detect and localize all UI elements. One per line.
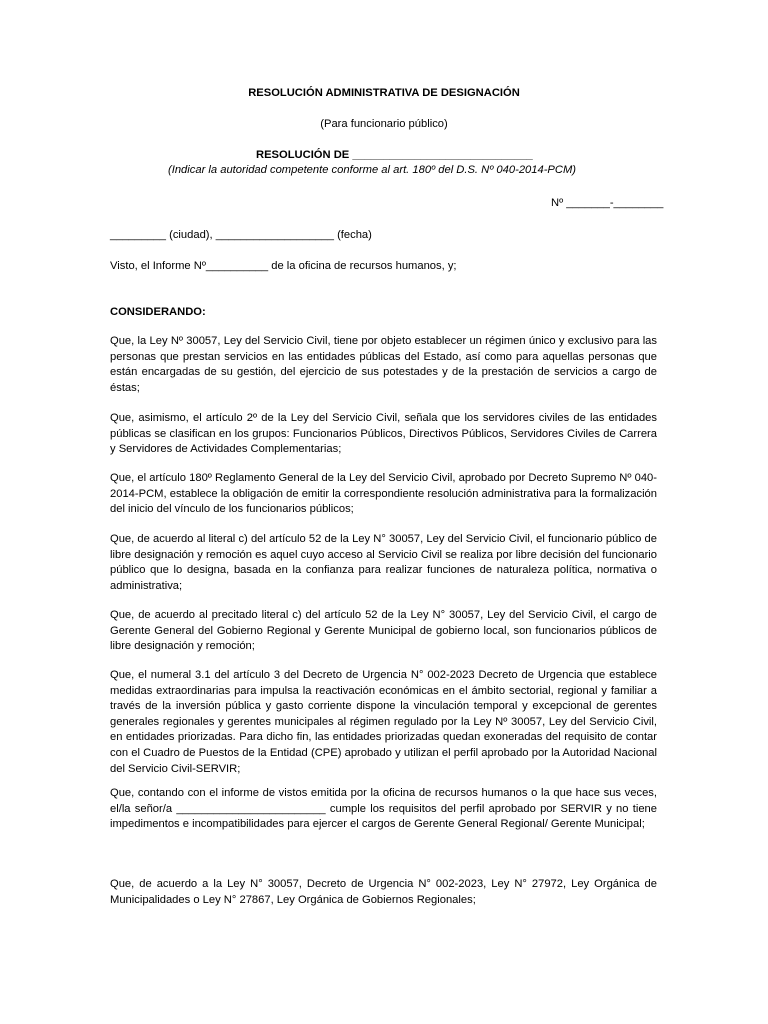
paragraph-text: Que, el artículo 180º Reglamento General de la Ley del Servicio Civil, aprobado por Decreto Supremo Nº 040-2014-PCM, establece la obligación de emitir la correspondiente resolución administrativa para la formalización del inicio del vínculo de los funcionarios públicos;: [110, 472, 657, 516]
paragraph-2: [110, 411, 657, 458]
paragraph-6: [110, 668, 657, 777]
considerando-heading: CONSIDERANDO:: [110, 306, 206, 318]
paragraph-text: Que, la Ley Nº 30057, Ley del Servicio Civil, tiene por objeto establecer un régimen único y exclusivo para las personas que prestan servicios en las entidades públicas del Estado, así como para aquellas personas que están encargadas de su gestión, del ejercicio de sus potestades y de la prestación de servicios a cargo de éstas;: [110, 335, 657, 394]
paragraph-7: [110, 786, 657, 833]
visto-line: Visto, el Informe Nº__________ de la oficina de recursos humanos, y;: [110, 260, 457, 272]
document-title: RESOLUCIÓN ADMINISTRATIVA DE DESIGNACIÓN: [248, 87, 520, 99]
paragraph-1: [110, 334, 657, 396]
document-subtitle: (Para funcionario público): [320, 118, 448, 130]
paragraph-text: Que, el numeral 3.1 del artículo 3 del Decreto de Urgencia N° 002-2023 Decreto de Urgencia que establece medidas extraordinarias para impulsa la reactivación económicas en el ámbito sectorial, regional y familiar a través de la inversión pública y gasto corriente dispone la vinculación temporal y excepcional de gerentes generales regionales y gerentes municipales al régimen regulado por la Ley Nº 30057, Ley del Servicio Civil, en entidades priorizadas. Para dicho fin, las entidades priorizadas quedan exoneradas del requisito de contar con el Cuadro de Puestos de la Entidad (CPE) aprobado y utilizan el perfil aprobado por la Autoridad Nacional del Servicio Civil-SERVIR;: [110, 669, 657, 775]
paragraph-3: [110, 471, 657, 518]
authority-note: (Indicar la autoridad competente conforme al art. 180º del D.S. Nº 040-2014-PCM): [168, 164, 577, 176]
paragraph-text: Que, asimismo, el artículo 2º de la Ley del Servicio Civil, señala que los servidores civiles de las entidades públicas se clasifican en los grupos: Funcionarios Públicos, Directivos Públicos, Servidores Civiles de Carrera y Servidores de Actividades Complementarias;: [110, 412, 657, 456]
paragraph-4: [110, 532, 657, 594]
paragraph-text: Que, de acuerdo a la Ley N° 30057, Decreto de Urgencia N° 002-2023, Ley N° 27972, Ley Orgánica de Municipalidades o Ley N° 27867, Ley Orgánica de Gobiernos Regionales;: [110, 878, 657, 906]
paragraph-text: Que, de acuerdo al precitado literal c) del artículo 52 de la Ley N° 30057, Ley del Servicio Civil, el cargo de Gerente General del Gobierno Regional y Gerente Municipal de gobierno local, son funcionarios públicos de libre designación y remoción;: [110, 609, 657, 653]
paragraph-text: Que, de acuerdo al literal c) del artículo 52 de la Ley N° 30057, Ley del Servicio Civil, el funcionario público de libre designación y remoción es aquel cuyo acceso al Servicio Civil se realiza por libre decisión del funcionario público que lo designa, basada en la confianza para realizar funciones de naturaleza política, normativa o administrativa;: [110, 533, 657, 592]
paragraph-5: [110, 608, 657, 655]
resolution-heading: RESOLUCIÓN DE _____________________________: [256, 149, 533, 161]
city-date-line: _________ (ciudad), ___________________ (fecha): [110, 229, 372, 241]
paragraph-text: Que, contando con el informe de vistos emitida por la oficina de recursos humanos o la que hace sus veces, el/la señor/a ________________________ cumple los requisitos del perfil aprobado por SERVIR y no tiene impedimentos e incompatibilidades para ejercer el cargos de Gerente General Regional/ Gerente Municipal;: [110, 787, 657, 831]
resolution-number-line: Nº _______-________: [551, 197, 664, 209]
paragraph-8: [110, 877, 657, 908]
